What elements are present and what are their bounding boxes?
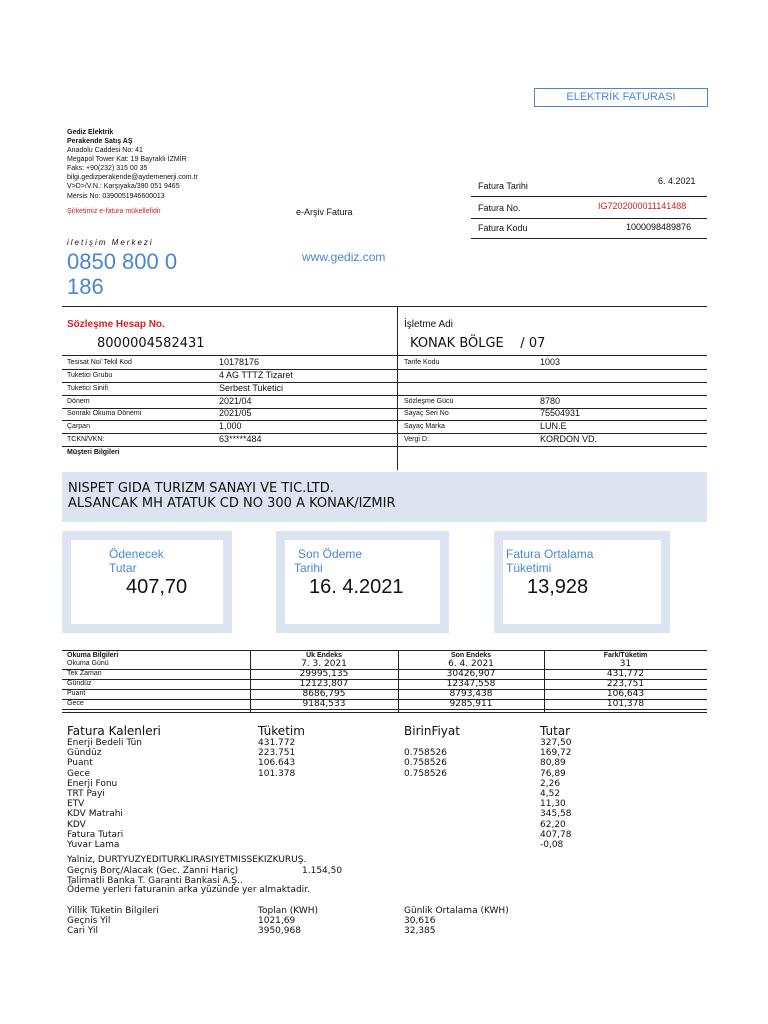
bank-note: Talimatli Banka T. Garanti Bankasi A.Ş..	[67, 876, 243, 886]
items-cell: 223.751	[258, 748, 296, 759]
divider	[62, 446, 397, 447]
yearly-cell: Geçnis Yil	[67, 916, 111, 926]
prev-balance-label: Geçniş Borç/Alacak (Gec. Zanni Hariç)	[67, 866, 239, 876]
card-due-date	[276, 531, 449, 633]
company-line: Anadolu Caddesi No: 41	[67, 147, 143, 154]
card-due-label1: Son Ödeme	[298, 547, 363, 561]
items-header: Tüketim	[258, 724, 305, 738]
detail-label: Tuketici Sinifi	[67, 385, 108, 392]
detail-value: 75504931	[540, 408, 581, 418]
items-cell: KDV	[67, 819, 86, 830]
reading-cell: Gündüz	[67, 680, 92, 687]
detail-value: 1003	[540, 357, 561, 367]
company-line: Megapol Tower Kat: 19 Bayraklı İZMİR	[67, 156, 187, 163]
yearly-cell: 3950,968	[258, 926, 301, 936]
customer-name: NISPET GIDA TURIZM SANAYI VE TIC.LTD.	[68, 481, 334, 496]
efatura-note: Şirketimiz e-fatura mükellefidir	[67, 208, 161, 215]
items-header: Tutar	[540, 724, 571, 738]
prev-balance-value: 1.154,50	[302, 866, 343, 876]
card-amount-label1: Ödenecek	[109, 547, 164, 561]
items-cell: 11,30	[540, 799, 566, 810]
items-cell: 2,26	[540, 778, 561, 789]
account-number: 8000004582431	[97, 336, 205, 351]
company-line: V>D>/V.N.: Karşıyaka/390 051 9465	[67, 183, 180, 190]
business-label: İşletme Adi	[404, 319, 453, 330]
reading-cell: 7. 3. 2021	[301, 659, 347, 669]
items-cell: Enerji Fonu	[67, 778, 118, 789]
detail-value: 4 AG TTTZ Tizaret	[219, 370, 293, 380]
items-cell: ETV	[67, 799, 85, 810]
account-label: Sözleşme Hesap No.	[67, 319, 165, 330]
detail-value: 8780	[540, 396, 561, 406]
reading-cell: 6. 4. 2021	[448, 659, 494, 669]
yearly-cell: 1021,69	[258, 916, 296, 926]
reading-cell: 106,643	[606, 689, 645, 699]
invoice-code: 1000098489876	[626, 222, 692, 232]
detail-value: LUN.E	[540, 421, 567, 431]
yearly-header: Toplan (KWH)	[258, 906, 319, 916]
items-cell: 431.772	[258, 738, 296, 748]
items-cell: 80,89	[540, 758, 566, 769]
card-due-label2: Tarihi	[294, 561, 323, 575]
yearly-cell: 32,385	[404, 926, 436, 936]
items-cell: 0.758526	[404, 758, 447, 769]
items-cell: 76,89	[540, 768, 566, 779]
items-cell: -0,08	[540, 840, 564, 850]
detail-label: TCKN/VKN:	[67, 436, 105, 443]
card-amount-label2: Tutar	[109, 561, 137, 575]
detail-label: Sonraki Okuma Dönemi	[67, 410, 142, 417]
items-cell: KDV Matrahi	[67, 809, 123, 820]
reading-cell: Puant	[67, 690, 86, 697]
reading-header: Okuma Bilgileri	[67, 652, 119, 659]
detail-label: Dönem	[67, 398, 90, 405]
reading-header: Son Endeks	[450, 652, 492, 659]
detail-value: 2021/04	[219, 396, 252, 406]
divider	[62, 712, 707, 713]
company-line: Perakende Satış AŞ	[67, 138, 133, 145]
items-cell: Puant	[67, 758, 93, 769]
card-average-label1: Fatura Ortalama	[506, 547, 594, 561]
reading-header: Ük Endeks	[306, 652, 342, 659]
detail-label: Vergi D:	[404, 436, 429, 443]
detail-label: Tuketici Grubu	[67, 372, 113, 379]
yearly-cell: 30,616	[404, 916, 436, 926]
contact-label: iletişim Merkezi	[67, 238, 154, 247]
reading-cell: Tek Zaman	[67, 670, 102, 677]
items-cell: Enerji Bedeli Tün	[67, 738, 142, 748]
detail-label: Müşteri Bilgileri	[67, 449, 120, 456]
items-cell: Gündüz	[67, 748, 102, 759]
invoice-title: ELEKTRİK FATURASI	[534, 88, 708, 107]
divider	[398, 369, 707, 370]
items-cell: 345,58	[540, 809, 572, 820]
invoice-date-label: Fatura Tarihi	[478, 181, 528, 191]
yearly-header: Yillik Tüketin Bilgileri	[67, 906, 159, 916]
amount-in-words: Yalniz, DURTYUZYEDITURKLIRASIYETMISSEKIZKURUŞ.	[67, 855, 307, 865]
items-cell: 62,20	[540, 819, 566, 830]
reading-cell: 12347,558	[446, 679, 496, 689]
items-cell: 407,78	[540, 829, 572, 840]
contact-phone-line1: 0850 800 0	[67, 249, 178, 274]
divider	[398, 382, 707, 383]
customer-box	[62, 472, 707, 522]
reading-cell: 29995,135	[299, 669, 349, 679]
reading-cell: 101,378	[606, 699, 645, 709]
reading-cell: Okuma Günü	[67, 660, 109, 667]
detail-label: Sayaç Marka	[404, 423, 445, 430]
customer-address: ALSANCAK MH ATATUK CD NO 300 A KONAK/IZMIR	[68, 496, 396, 511]
detail-value: KORDON VD.	[540, 434, 598, 444]
card-amount	[62, 531, 232, 633]
card-due-value: 16. 4.2021	[309, 576, 404, 598]
items-header: Fatura Kalenleri	[67, 724, 161, 738]
card-average-value: 13,928	[527, 576, 589, 598]
detail-label: Çarpan	[67, 423, 90, 430]
divider	[62, 709, 707, 710]
company-line: Mersis No: 0390051946600013	[67, 193, 165, 200]
business-name: KONAK BÖLGE / 07	[410, 336, 546, 351]
reading-cell: 8793,438	[449, 689, 493, 699]
card-amount-value: 407,70	[126, 576, 188, 598]
items-cell: 106.643	[258, 758, 296, 769]
reading-cell: Gece	[67, 700, 84, 707]
items-cell: 101.378	[258, 768, 296, 779]
items-header: BirinFiyat	[404, 724, 460, 738]
detail-label: Tarife Kodu	[404, 359, 440, 366]
items-cell: Yuvar Lama	[67, 840, 120, 850]
invoice-no-label: Fatura No.	[478, 203, 521, 213]
items-cell: 169,72	[540, 748, 572, 759]
website-link[interactable]: www.gediz.com	[302, 250, 386, 264]
earsiv-label: e-Arşiv Fatura	[296, 207, 353, 217]
reading-cell: 8686,795	[302, 689, 346, 699]
detail-label: Tesisat No/ Tekil Kod	[67, 359, 132, 366]
reading-cell: 431,772	[606, 669, 645, 679]
detail-value: 10178176	[219, 357, 260, 367]
items-cell: Fatura Tutari	[67, 829, 124, 840]
items-cell: 0.758526	[404, 748, 447, 759]
reading-cell: 9285,911	[449, 699, 493, 709]
detail-value: Serbest Tuketici	[219, 383, 284, 393]
yearly-cell: Cari Yil	[67, 926, 99, 936]
items-cell: Gece	[67, 768, 90, 779]
detail-label: Sözleşme Gücü	[404, 398, 454, 405]
invoice-date: 6. 4.2021	[658, 176, 696, 186]
divider	[398, 446, 707, 447]
items-cell: 4,52	[540, 789, 561, 799]
reading-header: Fark/Tüketim	[603, 652, 648, 659]
detail-value: 2021/05	[219, 408, 252, 418]
company-line: Faks: +90(232) 315 00 35	[67, 165, 148, 172]
invoice-no: IG7202000011141488	[598, 201, 687, 211]
items-cell: TRT Payi	[67, 789, 105, 799]
invoice-code-label: Fatura Kodu	[478, 223, 528, 233]
card-average	[494, 531, 670, 633]
detail-label: Sayaç Seri No	[404, 410, 449, 417]
company-line: Gediz Elektrik	[67, 129, 114, 136]
detail-value: 63*****484	[219, 434, 262, 444]
card-average-label2: Tüketimi	[506, 561, 552, 575]
reading-cell: 12123,807	[299, 679, 349, 689]
contact-phone-line2: 186	[67, 274, 104, 299]
company-line: bilgi.gedizperakende@aydemenerji.com.tr	[67, 174, 198, 181]
detail-value: 1,000	[219, 421, 242, 431]
items-cell: 0.758526	[404, 768, 447, 779]
payment-note: Ödeme yerleri faturanin arka yüzünde yer almaktadir.	[67, 885, 310, 895]
reading-cell: 30426,907	[446, 669, 496, 679]
reading-cell: 9184,533	[302, 699, 346, 709]
reading-cell: 31	[619, 659, 632, 669]
reading-cell: 223,751	[606, 679, 645, 689]
items-cell: 327,50	[540, 738, 572, 748]
yearly-header: Günlik Ortalama (KWH)	[404, 906, 509, 916]
divider	[62, 355, 707, 356]
